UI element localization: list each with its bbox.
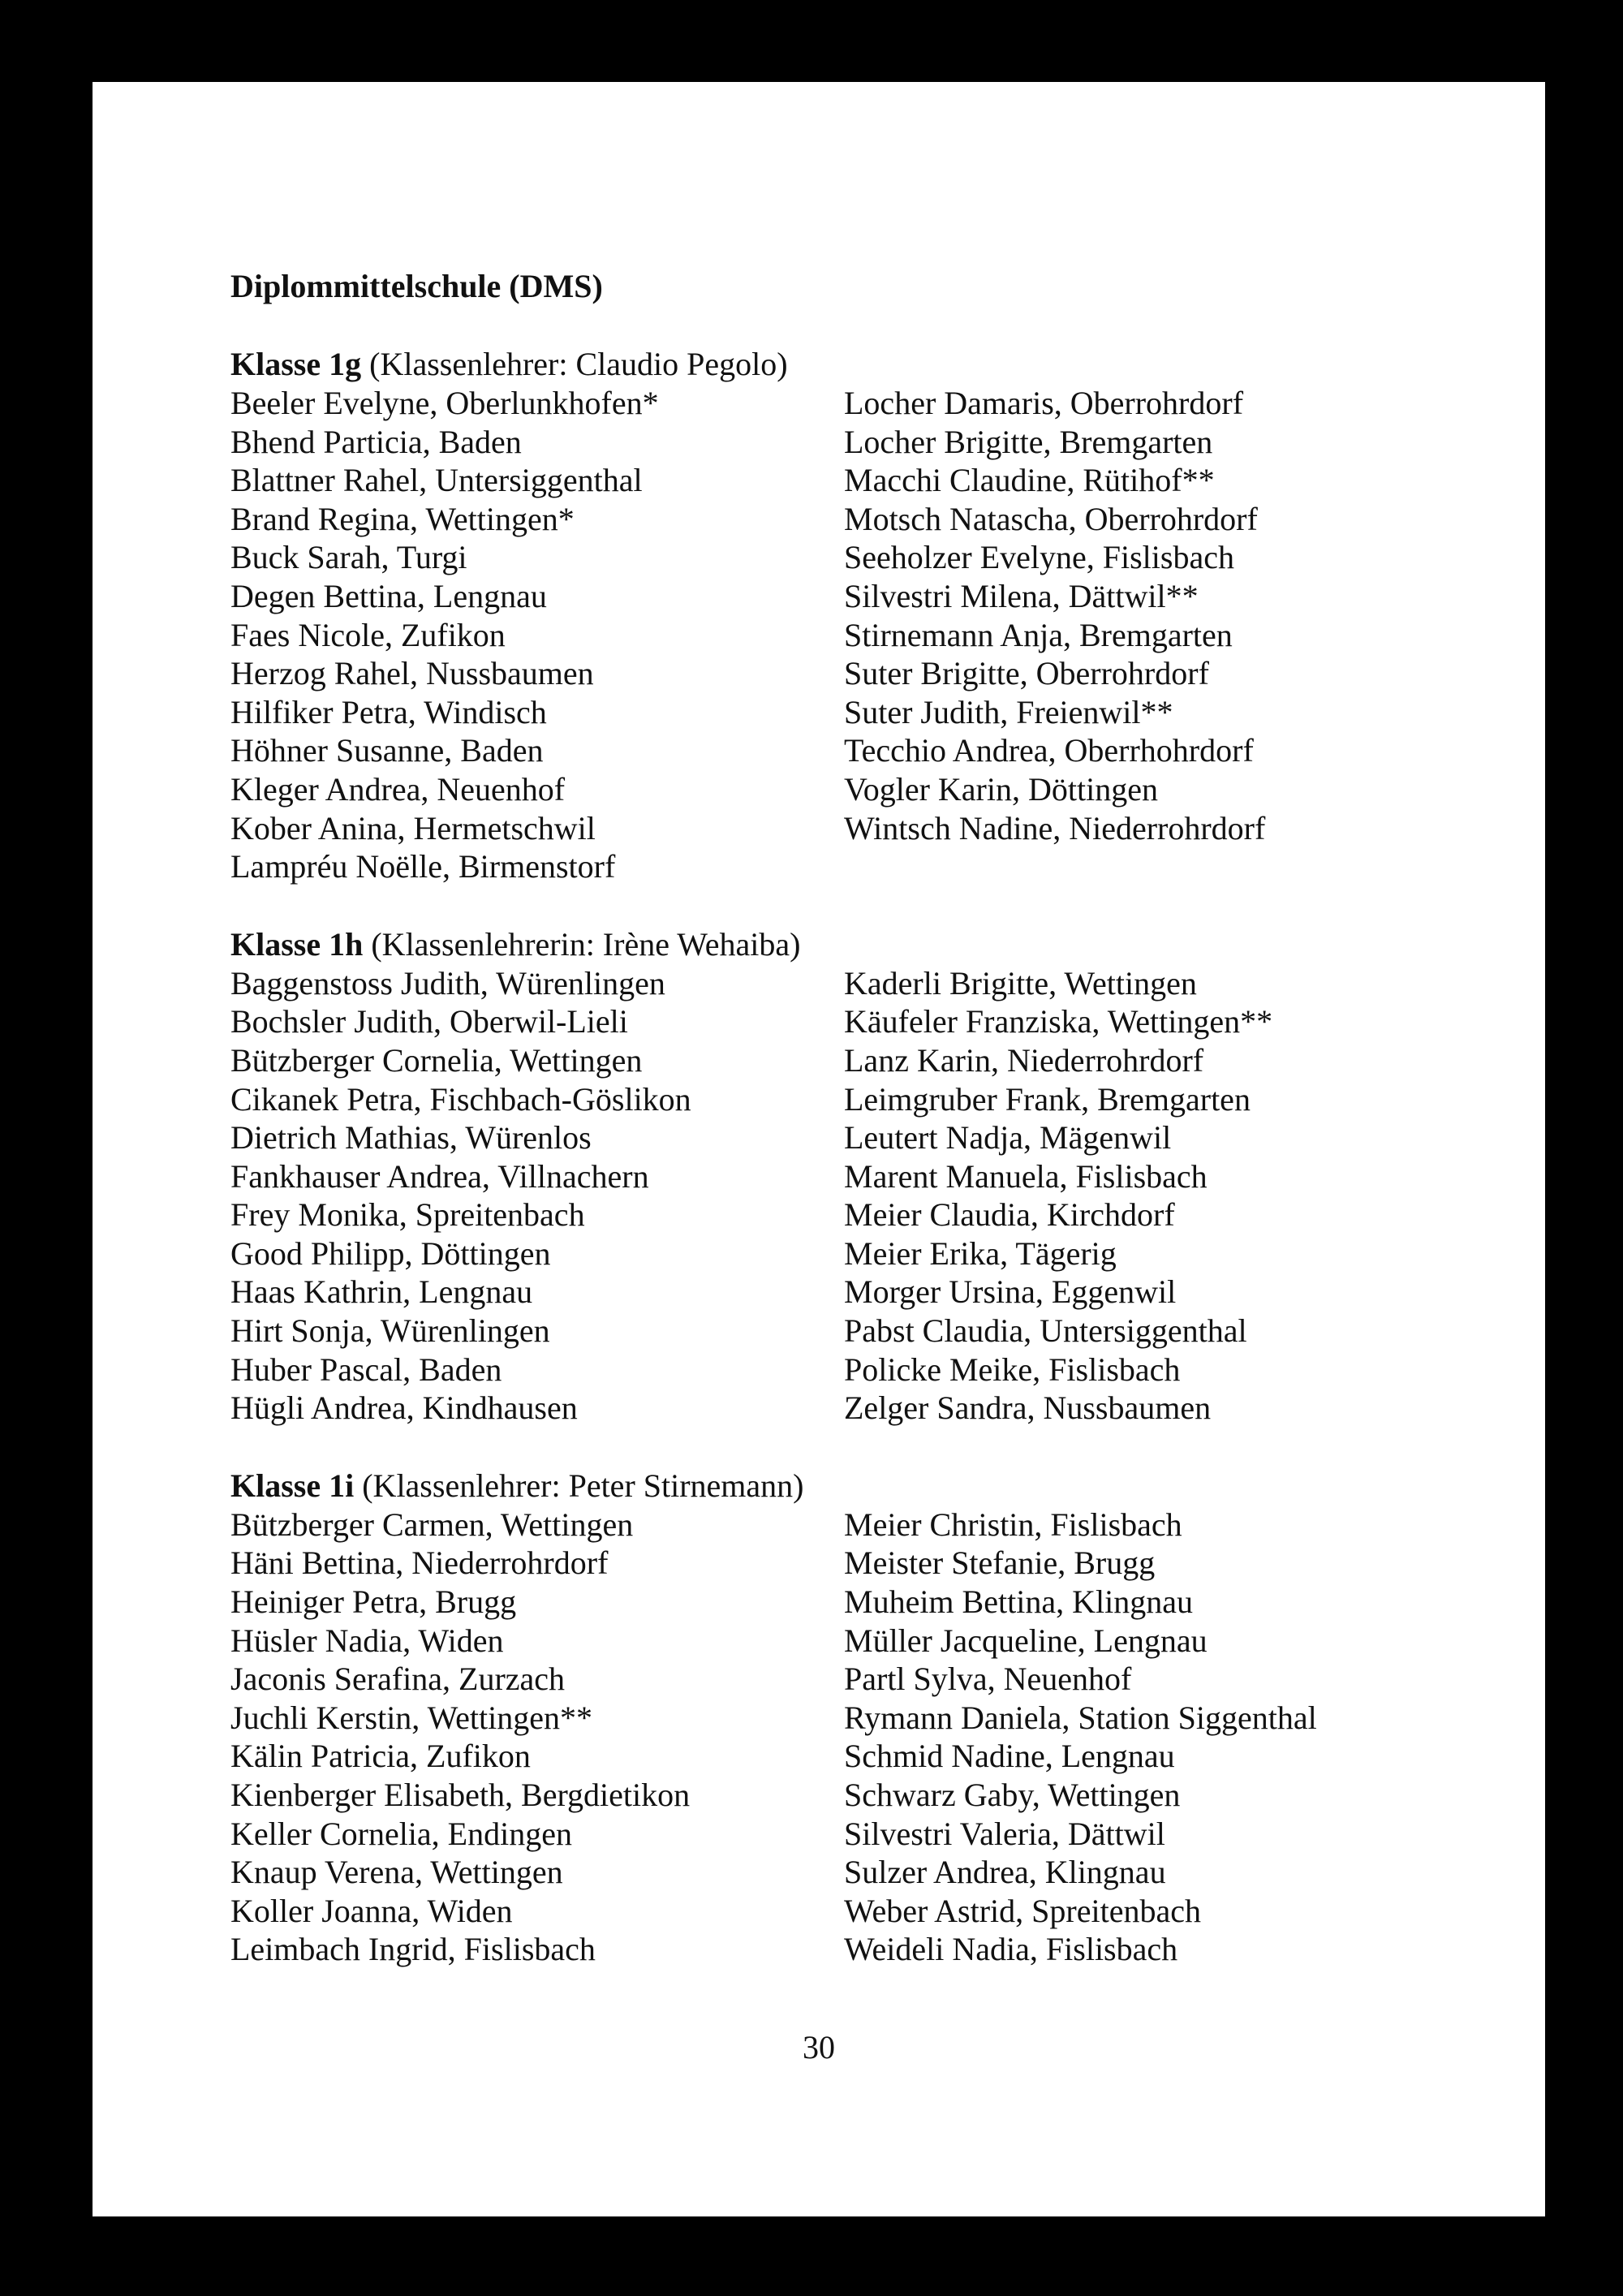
- student-entry: Juchli Kerstin, Wettingen**: [230, 1699, 592, 1736]
- student-columns: [230, 384, 1496, 886]
- class-heading: [230, 345, 1496, 384]
- student-entry: Meister Stefanie, Brugg: [844, 1544, 1156, 1582]
- student-entry: Pabst Claudia, Untersiggenthal: [844, 1312, 1247, 1350]
- student-entry: Partl Sylva, Neuenhof: [844, 1661, 1132, 1698]
- student-columns: [230, 1506, 1496, 1969]
- class-section-1i: [230, 1467, 1496, 1969]
- class-heading: [230, 1467, 1496, 1506]
- student-entry: Motsch Natascha, Oberrohrdorf: [844, 500, 1258, 537]
- student-entry: Schmid Nadine, Lengnau: [844, 1738, 1175, 1775]
- student-entry: Hügli Andrea, Kindhausen: [230, 1389, 578, 1427]
- student-entry: Jaconis Serafina, Zurzach: [230, 1661, 566, 1698]
- student-entry: Locher Damaris, Oberrohrdorf: [844, 385, 1244, 421]
- document-title: Diplommittelschule (DMS): [230, 268, 603, 304]
- student-entry: Vogler Karin, Döttingen: [844, 770, 1158, 808]
- student-entry: Baggenstoss Judith, Würenlingen: [230, 964, 665, 1002]
- student-entry: Lampréu Noëlle, Birmenstorf: [230, 848, 616, 885]
- student-entry: Müller Jacqueline, Lengnau: [844, 1622, 1208, 1659]
- student-entry: Heiniger Petra, Brugg: [230, 1583, 517, 1621]
- student-entry: Suter Brigitte, Oberrohrdorf: [844, 655, 1209, 692]
- student-entry: Degen Bettina, Lengnau: [230, 577, 547, 614]
- class-label: Klasse 1h: [230, 925, 364, 963]
- student-entry: Wintsch Nadine, Niederrohrdorf: [844, 809, 1266, 846]
- student-entry: Locher Brigitte, Bremgarten: [844, 423, 1213, 460]
- student-entry: Hilfiker Petra, Windisch: [230, 693, 547, 730]
- student-entry: Bhend Particia, Baden: [230, 423, 522, 460]
- student-entry: Marent Manuela, Fislisbach: [844, 1157, 1208, 1195]
- student-list-right: [844, 1506, 1461, 1969]
- student-entry: Tecchio Andrea, Oberrhohrdorf: [844, 732, 1254, 769]
- student-list-right: [844, 964, 1461, 1428]
- student-entry: Faes Nicole, Zufikon: [230, 616, 506, 653]
- student-entry: Suter Judith, Freienwil**: [844, 693, 1173, 730]
- student-entry: Kober Anina, Hermetschwil: [230, 809, 596, 846]
- document-page: [93, 82, 1545, 2216]
- student-entry: Dietrich Mathias, Würenlos: [230, 1119, 592, 1157]
- student-entry: Stirnemann Anja, Bremgarten: [844, 616, 1233, 653]
- class-teacher: (Klassenlehrerin: Irène Wehaiba): [371, 925, 801, 963]
- student-entry: Höhner Susanne, Baden: [230, 732, 544, 769]
- student-entry: Kaderli Brigitte, Wettingen: [844, 964, 1197, 1002]
- student-entry: Meier Christin, Fislisbach: [844, 1506, 1182, 1543]
- student-entry: Sulzer Andrea, Klingnau: [844, 1854, 1166, 1891]
- student-entry: Kienberger Elisabeth, Bergdietikon: [230, 1777, 691, 1813]
- student-entry: Buck Sarah, Turgi: [230, 539, 467, 576]
- student-entry: Bützberger Carmen, Wettingen: [230, 1506, 634, 1543]
- student-entry: Keller Cornelia, Endingen: [230, 1815, 572, 1852]
- student-entry: Koller Joanna, Widen: [230, 1892, 513, 1929]
- student-entry: Macchi Claudine, Rütihof**: [844, 462, 1215, 499]
- student-entry: Huber Pascal, Baden: [230, 1350, 502, 1388]
- page-number: 30: [803, 2029, 835, 2066]
- student-entry: Knaup Verena, Wettingen: [230, 1854, 563, 1891]
- page-content: [230, 267, 1496, 2008]
- student-entry: Policke Meike, Fislisbach: [844, 1350, 1181, 1388]
- student-entry: Cikanek Petra, Fischbach-Göslikon: [230, 1080, 691, 1118]
- student-entry: Rymann Daniela, Station Siggenthal: [844, 1699, 1317, 1736]
- student-entry: Weber Astrid, Spreitenbach: [844, 1892, 1201, 1929]
- student-entry: Blattner Rahel, Untersiggenthal: [230, 462, 643, 499]
- student-entry: Hirt Sonja, Würenlingen: [230, 1312, 550, 1350]
- student-entry: Leutert Nadja, Mägenwil: [844, 1119, 1172, 1157]
- student-entry: Frey Monika, Spreitenbach: [230, 1196, 585, 1234]
- class-section-1g: [230, 345, 1496, 886]
- class-section-1h: [230, 925, 1496, 1428]
- student-entry: Hüsler Nadia, Widen: [230, 1622, 504, 1659]
- student-entry: Kälin Patricia, Zufikon: [230, 1738, 531, 1775]
- student-entry: Muheim Bettina, Klingnau: [844, 1583, 1193, 1621]
- student-entry: Käufeler Franziska, Wettingen**: [844, 1003, 1273, 1040]
- student-entry: Leimbach Ingrid, Fislisbach: [230, 1931, 596, 1968]
- student-entry: Leimgruber Frank, Bremgarten: [844, 1080, 1251, 1118]
- student-list-left: [230, 384, 844, 886]
- student-entry: Meier Erika, Tägerig: [844, 1234, 1117, 1272]
- student-entry: Silvestri Valeria, Dättwil: [844, 1815, 1165, 1852]
- student-entry: Kleger Andrea, Neuenhof: [230, 770, 566, 808]
- student-list-left: [230, 1506, 844, 1969]
- class-label: Klasse 1i: [230, 1467, 355, 1504]
- student-entry: Good Philipp, Döttingen: [230, 1234, 551, 1272]
- student-columns: [230, 964, 1496, 1428]
- student-entry: Brand Regina, Wettingen*: [230, 500, 575, 537]
- student-entry: Zelger Sandra, Nussbaumen: [844, 1389, 1212, 1427]
- student-entry: Bochsler Judith, Oberwil-Lieli: [230, 1003, 628, 1040]
- student-entry: Herzog Rahel, Nussbaumen: [230, 655, 594, 692]
- student-entry: Schwarz Gaby, Wettingen: [844, 1777, 1181, 1813]
- class-label: Klasse 1g: [230, 346, 362, 382]
- student-entry: Bützberger Cornelia, Wettingen: [230, 1041, 643, 1079]
- student-entry: Meier Claudia, Kirchdorf: [844, 1196, 1175, 1234]
- student-entry: Weideli Nadia, Fislisbach: [844, 1931, 1178, 1968]
- student-entry: Fankhauser Andrea, Villnachern: [230, 1157, 649, 1195]
- class-heading: [230, 925, 1496, 964]
- class-teacher: (Klassenlehrer: Peter Stirnemann): [362, 1467, 804, 1504]
- student-entry: Silvestri Milena, Dättwil**: [844, 577, 1199, 614]
- student-entry: Lanz Karin, Niederrohrdorf: [844, 1041, 1204, 1079]
- student-list-right: [844, 384, 1461, 886]
- class-teacher: (Klassenlehrer: Claudio Pegolo): [369, 346, 788, 382]
- student-entry: Beeler Evelyne, Oberlunkhofen*: [230, 385, 659, 421]
- student-entry: Haas Kathrin, Lengnau: [230, 1273, 533, 1311]
- student-entry: Seeholzer Evelyne, Fislisbach: [844, 539, 1234, 576]
- student-entry: Häni Bettina, Niederrohrdorf: [230, 1544, 609, 1582]
- student-entry: Morger Ursina, Eggenwil: [844, 1273, 1177, 1311]
- student-list-left: [230, 964, 844, 1428]
